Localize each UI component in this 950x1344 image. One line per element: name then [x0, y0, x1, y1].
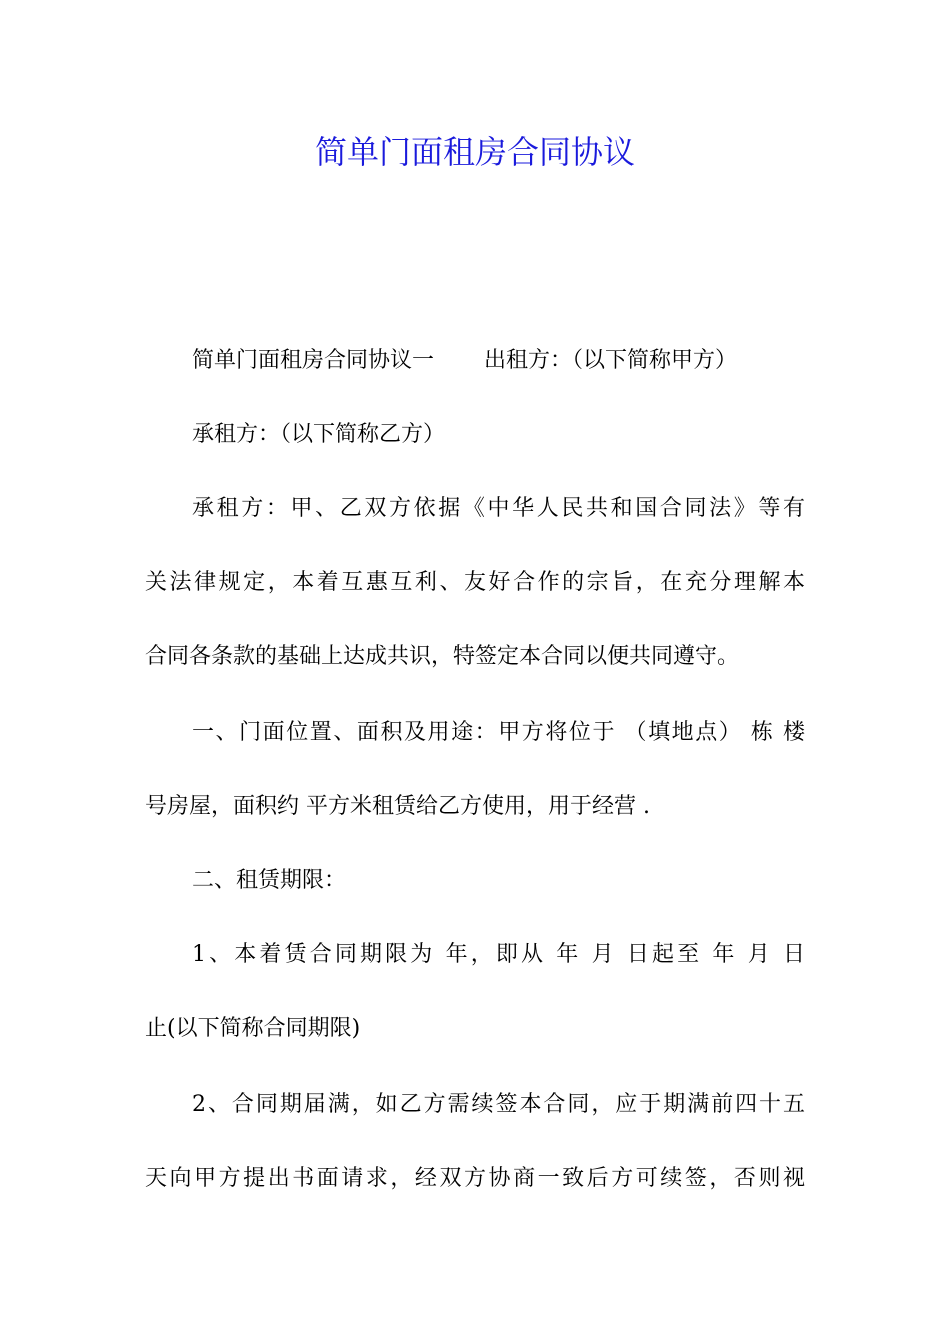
document-title: 简单门面租房合同协议 — [314, 133, 635, 171]
section-heading: 二、租赁期限： — [192, 868, 347, 893]
paragraph-line: 天向甲方提出书面请求，经双方协商一致后方可续签，否则视 — [145, 1166, 805, 1191]
contract-subtitle: 简单门面租房合同协议一 — [192, 348, 435, 373]
lessor-label: 出租方：（以下简称甲方） — [484, 348, 738, 373]
paragraph-line: 承租方：甲、乙双方依据《中华人民共和国合同法》等有 — [192, 496, 805, 521]
paragraph-line: 止(以下简称合同期限) — [145, 1016, 361, 1041]
paragraph-line: 2、合同期届满，如乙方需续签本合同，应于期满前四十五 — [192, 1092, 805, 1117]
paragraph-line: 合同各条款的基础上达成共识，特签定本合同以便共同遵守。 — [145, 644, 740, 669]
paragraph-line: 1、本着赁合同期限为 年，即从 年 月 日起至 年 月 日 — [192, 942, 805, 967]
paragraph-line: 号房屋，面积约 平方米租赁给乙方使用，用于经营 . — [145, 794, 650, 819]
paragraph-line — [192, 344, 805, 378]
lessee-label: 承租方：（以下简称乙方） — [192, 422, 446, 447]
paragraph-line: 一、门面位置、面积及用途：甲方将位于 （填地点） 栋 楼 — [192, 720, 805, 745]
paragraph-line: 关法律规定，本着互惠互利、友好合作的宗旨，在充分理解本 — [145, 570, 805, 595]
